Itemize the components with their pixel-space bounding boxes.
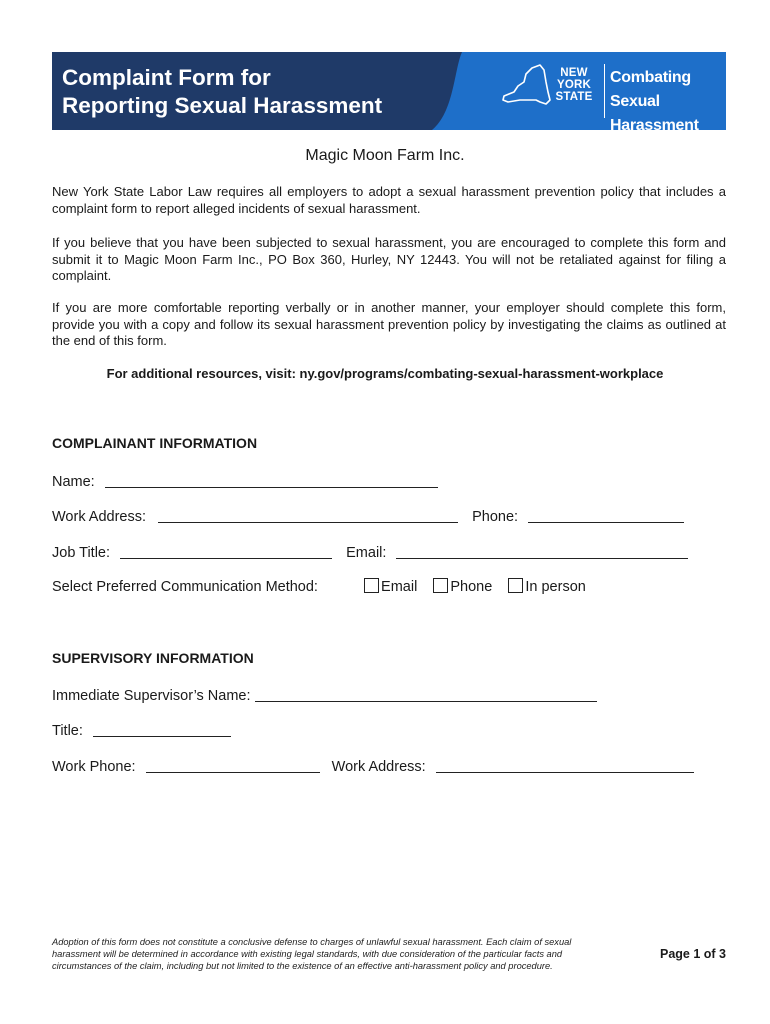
job-title-field[interactable] bbox=[120, 543, 332, 559]
legal-disclaimer: Adoption of this form does not constitute a conclusive defense to charges of unlawful sexual harassment. Each claim of sexual harassment will be determined in accordance with existing legal standards, with due consideration of the particular facts and circumstances of the claim, including but not limited to the existence of an effective anti-harassment policy and procedure. bbox=[52, 937, 572, 971]
intro-paragraph-3: If you are more comfortable reporting verbally or in another manner, your employer should complete this form, provide you with a copy and follow its sexual harassment prevention policy by investigating the claims as outlined at the end of this form. bbox=[52, 300, 726, 348]
supervisor-work-address-label: Work Address: bbox=[331, 759, 426, 775]
work-phone-label: Work Phone: bbox=[52, 759, 136, 775]
complainant-heading: COMPLAINANT INFORMATION bbox=[52, 435, 258, 451]
header-banner bbox=[52, 52, 726, 130]
supervisor-title-field[interactable] bbox=[93, 721, 231, 737]
phone-label: Phone: bbox=[472, 509, 519, 525]
supervisor-title-row bbox=[52, 721, 732, 739]
logo-state-line-1: NEW bbox=[560, 67, 588, 79]
work-address-label: Work Address: bbox=[52, 509, 147, 525]
form-title bbox=[62, 64, 442, 120]
email-checkbox[interactable] bbox=[364, 578, 379, 593]
name-row bbox=[52, 472, 732, 490]
logo-state-line-2: YORK bbox=[556, 79, 592, 91]
work-address-field[interactable] bbox=[158, 507, 458, 523]
job-title-label: Job Title: bbox=[52, 545, 111, 561]
logo-tagline bbox=[610, 66, 726, 130]
supervisor-name-field[interactable] bbox=[255, 686, 597, 702]
logo-state-line-3: STATE bbox=[555, 91, 593, 103]
phone-checkbox[interactable] bbox=[433, 578, 448, 593]
supervisor-name-row bbox=[52, 686, 732, 704]
intro-paragraph-2: If you believe that you have been subjected to sexual harassment, you are encouraged to complete this form and submit it to Magic Moon Farm Inc., PO Box 360, Hurley, NY 12443. You will not be retaliated against for filing a complaint. bbox=[52, 235, 726, 283]
email-label: Email: bbox=[346, 545, 387, 561]
supervisor-title-label: Title: bbox=[52, 723, 83, 739]
logo-state-name bbox=[552, 67, 596, 103]
in-person-option-label: In person bbox=[525, 579, 586, 595]
page-number: Page 1 of 3 bbox=[660, 947, 726, 961]
supervisor-contact-row bbox=[52, 757, 732, 775]
logo-tagline-line-2: Sexual Harassment bbox=[610, 93, 699, 130]
logo-tagline-line-1: Combating bbox=[610, 69, 691, 86]
work-phone-field[interactable] bbox=[146, 757, 320, 773]
job-title-email-row bbox=[52, 543, 732, 561]
communication-method-label: Select Preferred Communication Method: bbox=[52, 579, 318, 595]
logo-divider bbox=[604, 64, 605, 118]
form-title-line-1: Complaint Form for bbox=[62, 65, 271, 90]
resources-line: For additional resources, visit: ny.gov/programs/combating-sexual-harassment-workplace bbox=[106, 366, 664, 381]
new-york-state-outline-icon bbox=[500, 62, 554, 110]
nys-logo bbox=[432, 52, 726, 130]
communication-method-row bbox=[52, 578, 732, 595]
email-option-label: Email bbox=[381, 579, 418, 595]
supervisor-heading: SUPERVISORY INFORMATION bbox=[52, 650, 254, 666]
supervisor-work-address-field[interactable] bbox=[436, 757, 694, 773]
phone-field[interactable] bbox=[528, 507, 684, 523]
phone-option-label: Phone bbox=[450, 579, 493, 595]
name-label: Name: bbox=[52, 474, 95, 490]
form-title-line-2: Reporting Sexual Harassment bbox=[62, 93, 383, 118]
company-name: Magic Moon Farm Inc. bbox=[305, 147, 465, 164]
supervisor-name-label: Immediate Supervisor’s Name: bbox=[52, 688, 251, 704]
name-field[interactable] bbox=[105, 472, 438, 488]
in-person-checkbox[interactable] bbox=[508, 578, 523, 593]
email-field[interactable] bbox=[396, 543, 688, 559]
work-address-phone-row bbox=[52, 507, 732, 525]
intro-paragraph-1: New York State Labor Law requires all employers to adopt a sexual harassment prevention policy that includes a complaint form to report alleged incidents of sexual harassment. bbox=[52, 184, 726, 216]
